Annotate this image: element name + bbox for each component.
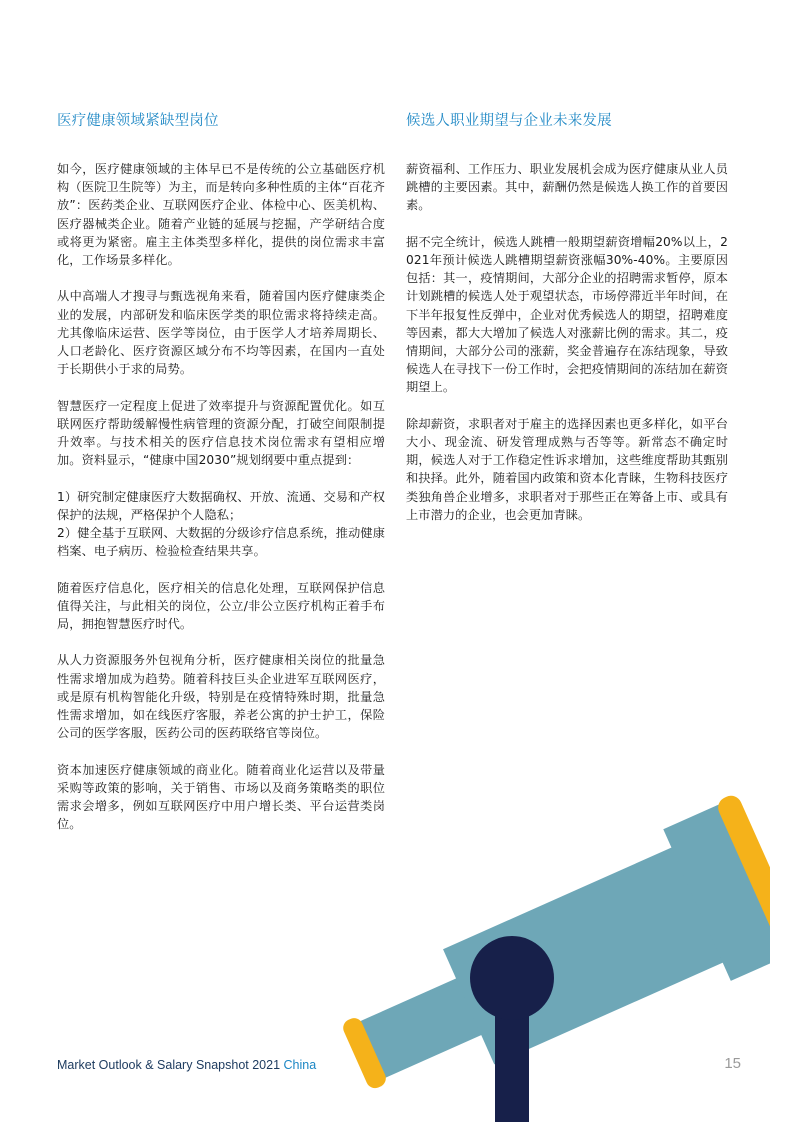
left-heading: 医疗健康领域紧缺型岗位 [57, 113, 219, 129]
page-number: 15 [724, 1055, 741, 1072]
left-column [57, 110, 385, 852]
telescope-mount [470, 936, 554, 1020]
right-paragraph: 据不完全统计，候选人跳槽一般期望薪资增幅20%以上，2021年预计候选人跳槽期望薪资涨幅30%-40%。主要原因包括：其一，疫情期间，大部分企业的招聘需求暂停，原本计划跳槽的候选人处于观望状态，市场停滞近半年时间，在下半年报复性反弹中，企业对优秀候选人的期望，招聘难度等因素，都大大增加了候选人对涨薪比例的需求。其二，疫情期间，大部分公司的涨薪，奖金普遍存在冻结现象，导致候选人在寻找下一份工作时，会把疫情期间的冻结加在薪资期望上。 [406, 234, 728, 395]
footer [57, 1058, 316, 1072]
footer-title: Market Outlook & Salary Snapshot 2021 [57, 1058, 281, 1072]
left-paragraph: 资本加速医疗健康领域的商业化。随着商业化运营以及带量采购等政策的影响，关于销售、市场以及商务策略类的职位需求会增多，例如互联网医疗中用户增长类、平台运营类岗位。 [57, 762, 385, 832]
policy-list [57, 488, 385, 561]
telescope-illustration [310, 790, 770, 1122]
left-paragraph: 随着医疗信息化，医疗相关的信息化处理，互联网保护信息值得关注，与此相关的岗位，公立/非公立医疗机构正着手布局，拥抱智慧医疗时代。 [57, 580, 385, 632]
list-item: 1）研究制定健康医疗大数据确权、开放、流通、交易和产权保护的法规，严格保护个人隐私； [57, 489, 385, 522]
left-paragraph: 智慧医疗一定程度上促进了效率提升与资源配置优化。如互联网医疗帮助缓解慢性病管理的资源分配，打破空间限制提升效率。与技术相关的医疗信息技术岗位需求有望相应增加。资料显示，“健康中国2030”规划纲要中重点提到： [57, 398, 385, 468]
right-column [406, 110, 728, 542]
right-heading: 候选人职业期望与企业未来发展 [406, 113, 612, 129]
left-paragraph: 从人力资源服务外包视角分析，医疗健康相关岗位的批量急性需求增加成为趋势。随着科技巨头企业进军互联网医疗，或是原有机构智能化升级，特别是在疫情特殊时期，批量急性需求增加，如在线医疗客服，养老公寓的护士护工，保险公司的医学客服，医药公司的医药联络官等岗位。 [57, 653, 385, 741]
list-item: 2）健全基于互联网、大数据的分级诊疗信息系统，推动健康档案、电子病历、检验检查结果共享。 [57, 526, 385, 559]
footer-country: China [283, 1058, 317, 1072]
left-paragraph: 从中高端人才搜寻与甄选视角来看，随着国内医疗健康类企业的发展，内部研发和临床医学类的职位需求将持续走高。尤其像临床运营、医学等岗位，由于医学人才培养周期长、人口老龄化、医疗资源区域分布不均等因素，在国内一直处于长期供小于求的局势。 [57, 289, 385, 377]
left-paragraph: 如今，医疗健康领域的主体早已不是传统的公立基础医疗机构（医院卫生院等）为主，而是转向多种性质的主体“百花齐放”：医药类企业、互联网医疗企业、体检中心、医美机构、医疗器械类企业。随着产业链的延展与挖掘，产学研结合度或将更为紧密。雇主主体类型多样化，提供的岗位需求丰富化，工作场景多样化。 [57, 162, 385, 268]
right-paragraph: 薪资福利、工作压力、职业发展机会成为医疗健康从业人员跳槽的主要因素。其中，薪酬仍然是候选人换工作的首要因素。 [406, 162, 728, 213]
right-paragraph: 除却薪资，求职者对于雇主的选择因素也更多样化，如平台大小、现金流、研发管理成熟与否等等。新常态不确定时期，候选人对于工作稳定性诉求增加，这些维度帮助其甄别和抉择。此外，随着国内政策和资本化青睐，生物科技医疗类独角兽企业增多，求职者对于那些正在筹备上市、或具有上市潜力的企业，也会更加青睐。 [406, 416, 728, 522]
